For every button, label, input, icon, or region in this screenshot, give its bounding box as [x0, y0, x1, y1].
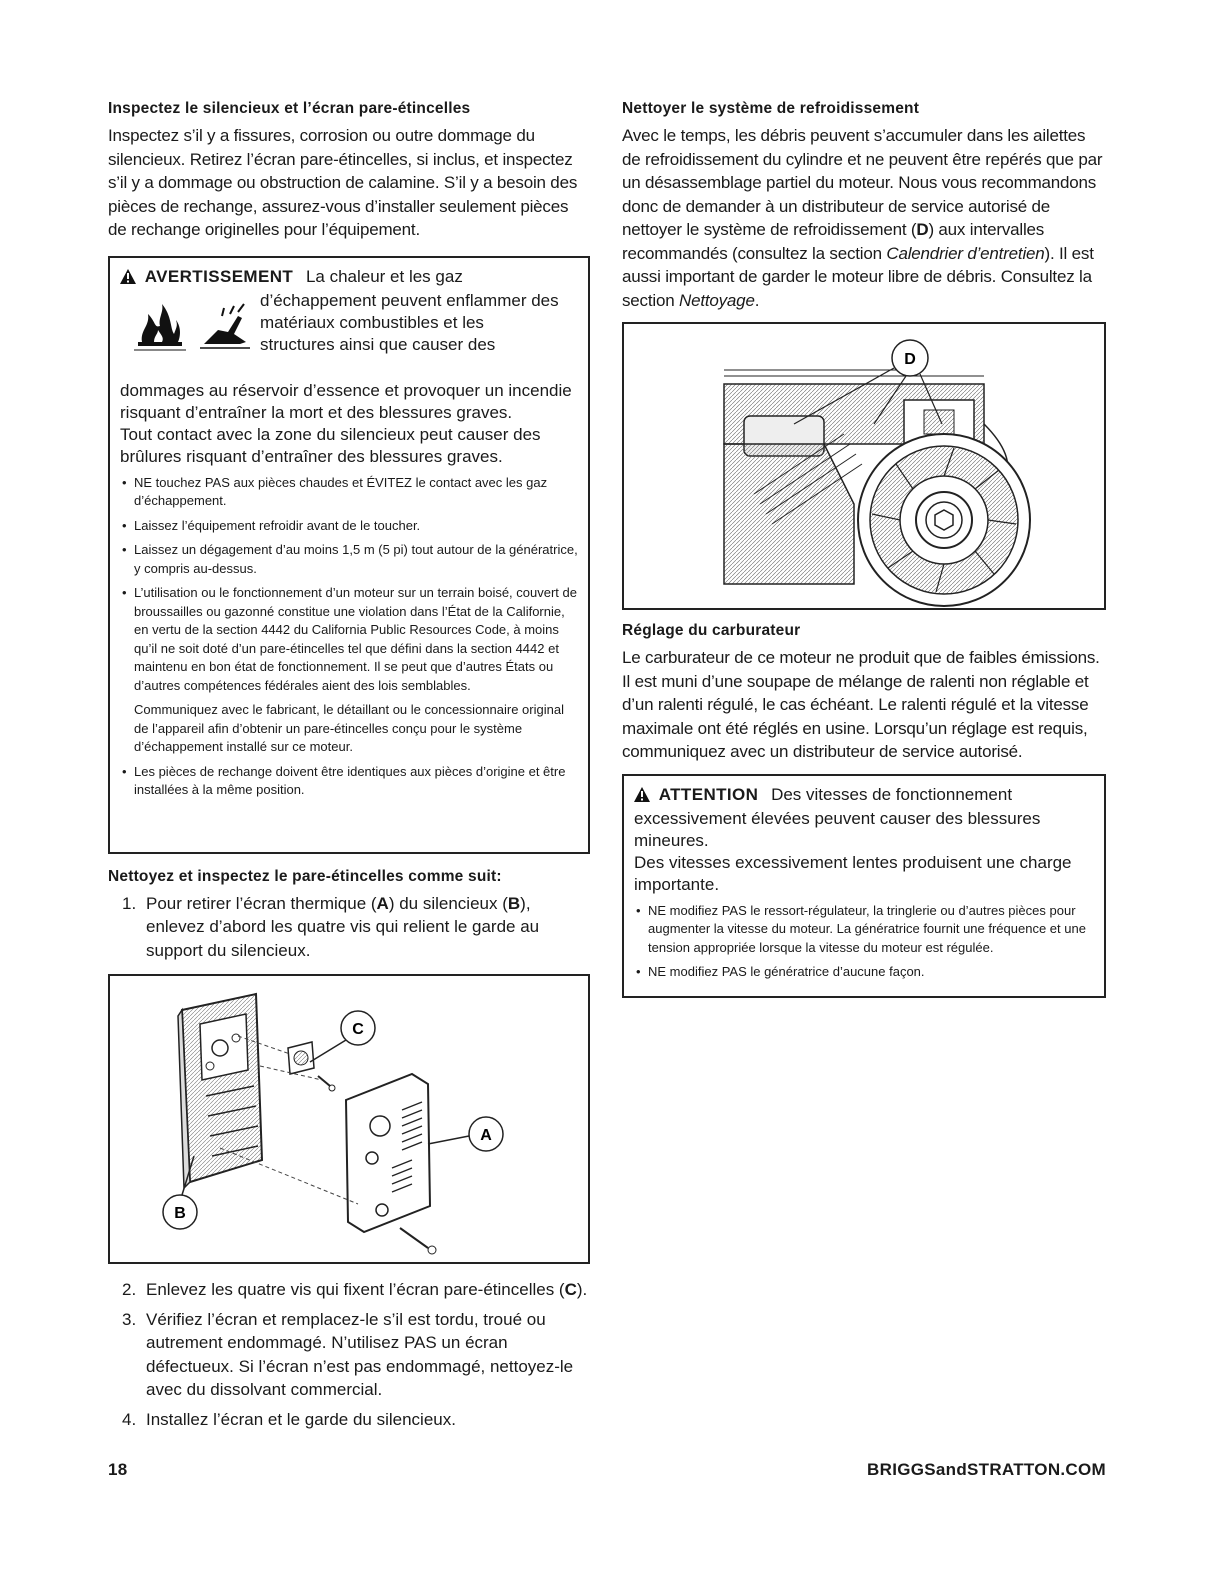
warning-line-1: d’échappement peuvent enflammer des — [260, 290, 559, 310]
section-heading-carburetor: Réglage du carburateur — [622, 622, 801, 639]
warning-bullet-4: • L’utilisation ou le fonctionnement d’un moteur sur un terrain boisé, couvert de broussailles ou gazonné constitue une violation dans l’État de la Californie, en vertu de la section 4442 du California Public Resources Code, à moins qu’il ne soit doté d’un pare-étincelles tel que défini dans la section 4442 et maintenu en bon état de fonctionnement. Il se peut que d’autres États ou d’autres compétences fédérales aient des lois semblables. — [120, 584, 578, 695]
cooling-paragraph: Avec le temps, les débris peuvent s’accumuler dans les ailettes de refroidissement du cylindre et ne peuvent être repérés que par un désassemblage partiel du moteur. Nous vous recommandons donc de demander à un distributeur de service autorisé de nettoyer le système de refroidissement (D) aux intervalles recommandés (consultez la section Calendrier d’entretien). Il est aussi important de garder le moteur libre de débris. Consultez la section Nettoyage. — [622, 126, 1103, 310]
warning-title: AVERTISSEMENT — [144, 266, 294, 286]
fire-hazard-icon — [134, 304, 186, 350]
carburetor-paragraph: Le carburateur de ce moteur ne produit que de faibles émissions. Il est muni d’une soupape de mélange de ralenti non réglable et d’un ralenti régulé, le cas échéant. Le ralenti régulé et la vitesse maximale ont été réglés en usine. Lorsqu’un réglage est requis, communiquez avec un distributeur de service autorisé. — [622, 648, 1100, 761]
attention-box — [622, 774, 1106, 998]
step-2: 2. Enlevez les quatre vis qui fixent l’écran pare-étincelles (C). — [122, 1280, 588, 1299]
hazard-icons — [120, 290, 260, 380]
warning-triangle-icon — [634, 786, 650, 808]
callout-A — [428, 1117, 503, 1151]
warning-line-2: matériaux combustibles et les — [260, 312, 484, 332]
right-column — [622, 100, 1106, 1012]
spark-arrester-screen-drawing — [288, 1042, 335, 1091]
callout-C — [310, 1011, 375, 1062]
left-column — [108, 100, 590, 1437]
step-1: 1. Pour retirer l’écran thermique (A) du silencieux (B), enlevez d’abord les quatre vis qui relient le garde au support du silencieux. — [122, 893, 540, 960]
section-heading-cooling: Nettoyer le système de refroidissement — [622, 100, 920, 117]
flywheel-fan-drawing — [858, 434, 1030, 606]
steps-list-a — [108, 892, 590, 963]
attention-header — [634, 784, 1094, 852]
muffler-drawing — [178, 994, 262, 1188]
hot-surface-hand-icon — [200, 304, 250, 348]
footer-website: BRIGGSandSTRATTON.COM — [867, 1460, 1106, 1479]
svg-text:C: C — [352, 1021, 364, 1038]
steps-list-b — [108, 1278, 590, 1431]
attention-title: ATTENTION — [658, 784, 759, 804]
warning-intro: La chaleur et les gaz — [305, 266, 463, 286]
warning-triangle-icon — [120, 268, 136, 290]
attention-text-2: Des vitesses excessivement lentes produisent une charge importante. — [634, 852, 1072, 894]
warning-bullet-1: • NE touchez PAS aux pièces chaudes et ÉVITEZ le contact avec les gaz d’échappement. — [120, 474, 578, 511]
warning-bullet-5: • Les pièces de rechange doivent être identiques aux pièces d’origine et être installées à la même position. — [120, 763, 578, 800]
attention-bullets — [634, 902, 1094, 982]
svg-text:A: A — [480, 1127, 492, 1144]
muffler-paragraph: Inspectez s’il y a fissures, corrosion ou outre dommage du silencieux. Retirez l’écran pare-étincelles, si inclus, et inspectez s’il y a dommage ou obstruction de calamine. S’il y a besoin des pièces de rechange, assurez-vous d’installer seulement pièces de rechange originelles pour l’équipement. — [108, 126, 578, 239]
attention-bullet-1: • NE modifiez PAS le ressort-régulateur, la tringlerie ou d’autres pièces pour augmenter la vitesse du moteur. La génératrice fournit une fréquence et une tension appropriée lorsque la vitesse du moteur est régulée. — [634, 902, 1094, 958]
warning-bullet-2: • Laissez l’équipement refroidir avant de le toucher. — [120, 517, 578, 536]
warning-text-2: Tout contact avec la zone du silencieux peut causer des brûlures risquant d’entraîner des blessures graves. — [120, 424, 541, 466]
svg-text:D: D — [904, 351, 916, 368]
warning-box — [108, 256, 590, 854]
warning-text-1: dommages au réservoir d’essence et provoquer un incendie risquant d’entraîner la mort et des blessures graves. — [120, 380, 572, 422]
step-4: 4. Installez l’écran et le garde du silencieux. — [122, 1409, 456, 1429]
step-3: 3. Vérifiez l’écran et remplacez-le s’il est tordu, troué ou autrement endommagé. N’utilisez PAS un écran défectueux. Si l’écran n’est pas endommagé, nettoyez-le avec du dissolvant commercial. — [122, 1309, 574, 1399]
attention-bullet-2: • NE modifiez PAS le génératrice d’aucune façon. — [634, 963, 1094, 982]
section-heading-clean-spark-arrester: Nettoyez et inspectez le pare-étincelles comme suit: — [108, 867, 502, 885]
engine-figure — [622, 322, 1106, 610]
warning-bullets — [120, 474, 578, 696]
warning-line-3: structures ainsi que causer des — [260, 334, 496, 354]
muffler-figure — [108, 974, 590, 1264]
warning-sub-paragraph: Communiquez avec le fabricant, le détaillant ou le concessionnaire original de l’appareil afin d’obtenir un pare-étincelles conçu pour le système d’échappement installé sur ce moteur. — [134, 702, 564, 754]
page-number: 18 — [108, 1460, 128, 1479]
warning-bullet-3: • Laissez un dégagement d’au moins 1,5 m (5 pi) tout autour de la génératrice, y compris au-dessus. — [120, 541, 578, 578]
section-heading-muffler: Inspectez le silencieux et l’écran pare-étincelles — [108, 100, 471, 117]
warning-header — [120, 266, 578, 290]
svg-text:B: B — [174, 1205, 186, 1222]
heat-shield-drawing — [346, 1074, 436, 1254]
warning-bullets-last — [120, 763, 578, 800]
attention-text-1: Des vitesses de fonctionnement excessivement élevées peuvent causer des blessures mineures. — [634, 784, 1041, 850]
